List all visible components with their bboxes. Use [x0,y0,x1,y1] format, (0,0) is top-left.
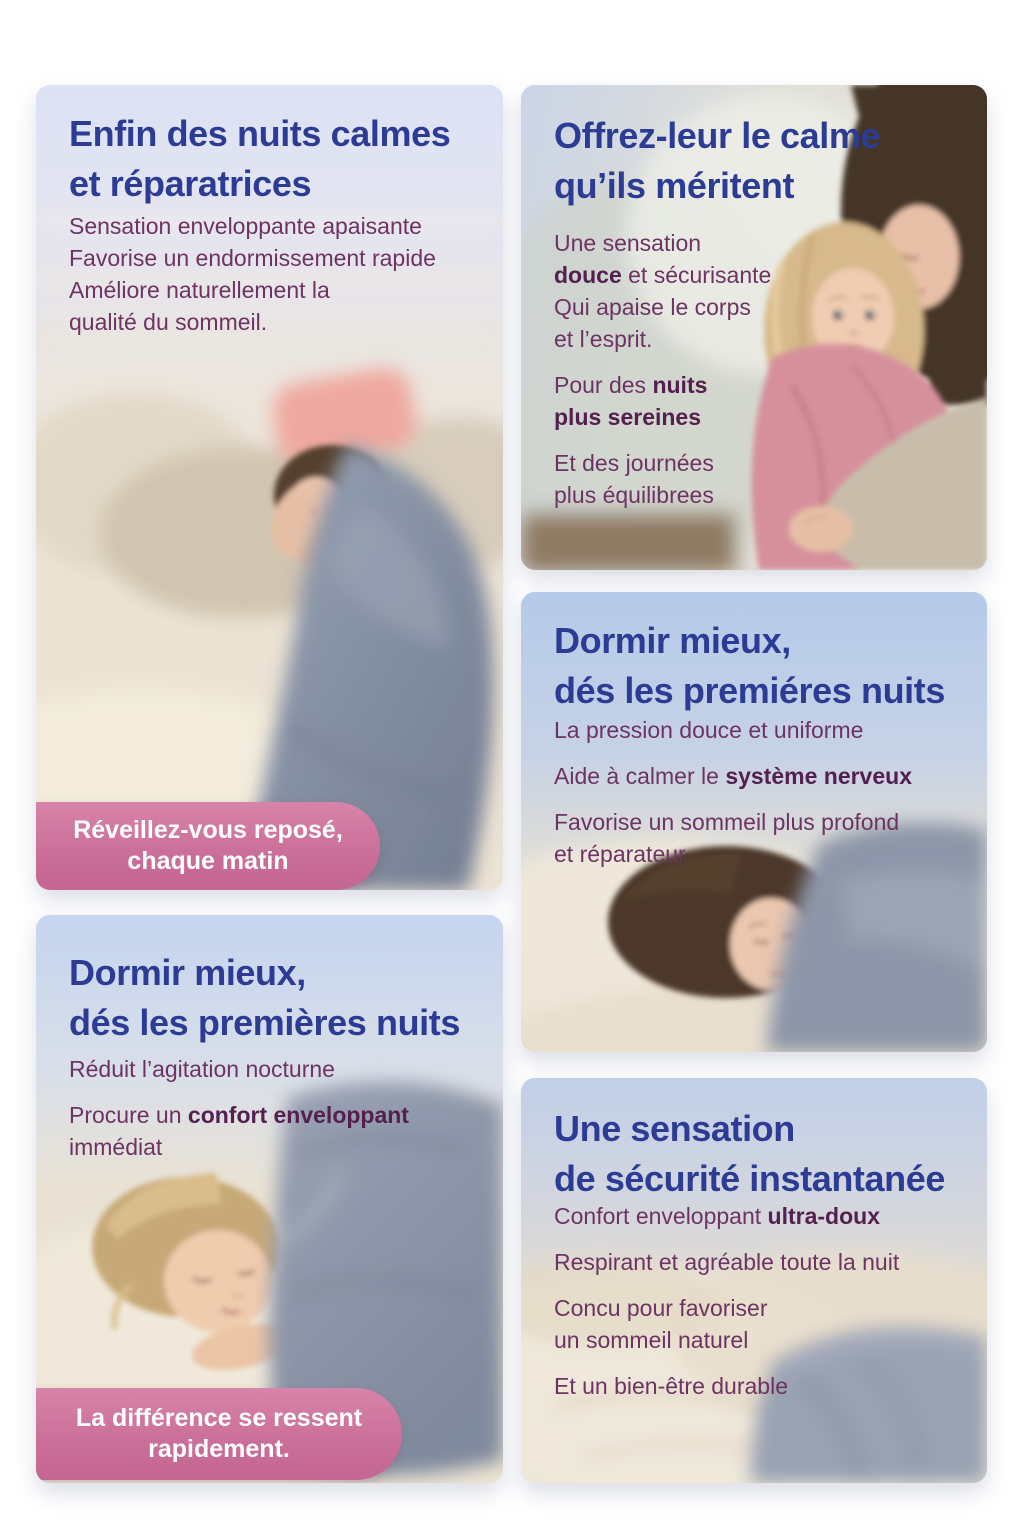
card-body [554,227,771,511]
title-line: Dormir mieux, [554,620,791,661]
text-segment: plus équilibrees [554,482,714,508]
card-title [69,948,460,1048]
text-segment: système nerveux [725,763,912,789]
text-segment: Respirant et agréable toute la nuit [554,1249,900,1275]
card-title [554,1104,945,1204]
body-line [69,242,436,274]
body-line [69,306,436,338]
body-line [554,259,771,291]
body-line [554,401,771,433]
text-segment: immédiat [69,1134,163,1160]
text-segment: Réduit l’agitation nocturne [69,1056,335,1082]
body-line [554,447,771,479]
text-segment: plus sereines [554,404,702,430]
body-line [69,1131,409,1163]
text-segment: et réparateur [554,841,686,867]
title-line: dés les premières nuits [69,1002,460,1043]
card-dormir-mieux-gauche [36,915,503,1483]
body-line [554,479,771,511]
body-line [554,760,912,792]
body-line [554,1292,899,1324]
title-line: Dormir mieux, [69,952,306,993]
body-line [69,210,436,242]
badge-line: rapidement. [148,1435,290,1463]
text-segment: ultra-doux [767,1203,880,1229]
card-nuits-calmes [36,85,503,890]
badge-difference [36,1388,402,1480]
card-dormir-mieux-droite [521,592,987,1052]
text-segment: Favorise un endormissement rapide [69,245,436,271]
body-line [554,1324,899,1356]
text-segment: Améliore naturellement la [69,277,330,303]
badge-line: Réveillez-vous reposé, [73,816,343,844]
text-segment: Aide à calmer le [554,763,726,789]
text-segment: et sécurisante [621,262,772,288]
card-offrez-leur-le-calme [521,85,987,570]
body-line [69,1099,409,1131]
text-segment: un sommeil naturel [554,1327,749,1353]
body-line [69,1053,409,1085]
text-segment: Qui apaise le corps [554,294,751,320]
body-line [554,291,771,323]
text-segment: Confort enveloppant [554,1203,768,1229]
badge-line: La différence se ressent [75,1404,363,1432]
text-segment: Sensation enveloppante apaisante [69,213,422,239]
body-line [554,838,912,870]
card-title [554,616,945,716]
title-line: Enfin des nuits calmes [69,113,451,154]
title-line: Une sensation [554,1108,795,1149]
body-line [554,323,771,355]
text-segment: Et un bien-être durable [554,1373,788,1399]
text-segment: confort enveloppant [187,1102,409,1128]
card-body [554,1200,899,1402]
card-body [69,210,436,338]
text-segment: douce [554,262,622,288]
title-line: de sécurité instantanée [554,1158,945,1199]
body-line [69,274,436,306]
text-segment: nuits [652,372,708,398]
body-line [554,714,912,746]
title-line: Offrez-leur le calme [554,115,881,156]
body-line [554,806,912,838]
title-line: et réparatrices [69,163,312,204]
text-segment: Pour des [554,372,653,398]
body-line [554,227,771,259]
text-segment: Favorise un sommeil plus profond [554,809,900,835]
text-segment: et l’esprit. [554,326,653,352]
text-segment: Et des journées [554,450,714,476]
title-line: qu’ils méritent [554,165,795,206]
body-line [554,1246,899,1278]
title-line: dés les premiéres nuits [554,670,945,711]
card-sensation-securite [521,1078,987,1483]
card-title [554,111,880,211]
card-body [69,1053,409,1163]
card-title [69,109,450,209]
text-segment: Procure un [69,1102,188,1128]
badge-reveillez-vous [36,802,380,890]
badge-line: chaque matin [127,847,289,875]
text-segment: qualité du sommeil. [69,309,268,335]
text-segment: La pression douce et uniforme [554,717,864,743]
body-line [554,369,771,401]
text-segment: Concu pour favoriser [554,1295,768,1321]
text-segment: Une sensation [554,230,702,256]
body-line [554,1200,899,1232]
card-body [554,714,912,870]
body-line [554,1370,899,1402]
